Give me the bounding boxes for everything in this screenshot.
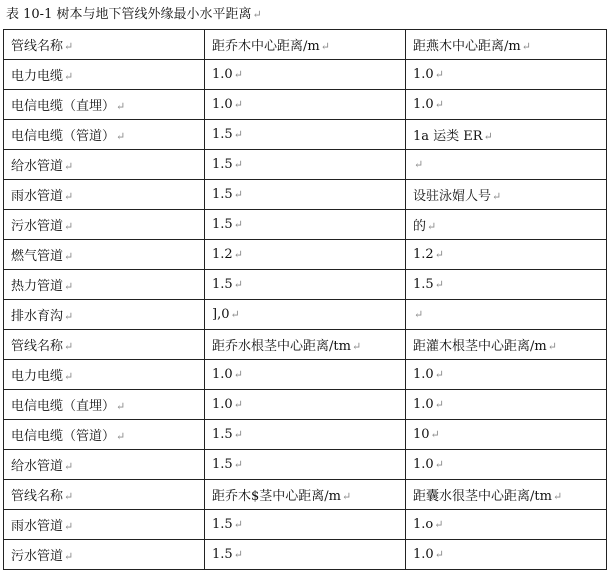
pipeline-name-cell: [4, 90, 205, 120]
paragraph-mark: ↵: [64, 280, 74, 293]
tree-distance-cell: [205, 180, 406, 210]
cell-text: 1.5: [212, 127, 233, 142]
tree-distance-cell: [205, 510, 406, 540]
cell-text: 距燕木中心距离/m: [413, 39, 521, 54]
paragraph-mark: ↵: [233, 398, 243, 411]
paragraph-mark: ↵: [64, 520, 74, 533]
shrub-distance-cell: [406, 180, 607, 210]
cell-text: 1.0: [413, 97, 434, 112]
cell-text: 管线名称: [11, 39, 64, 54]
cell-text: 设驻泳媢人号: [413, 189, 492, 204]
tree-distance-cell: [205, 60, 406, 90]
pipeline-name-cell: [4, 300, 205, 330]
shrub-distance-cell: [406, 330, 607, 360]
paragraph-mark: ↵: [233, 158, 243, 171]
tree-distance-cell: [205, 300, 406, 330]
paragraph-mark: ↵: [233, 248, 243, 261]
table-row: [4, 120, 607, 150]
paragraph-mark: ↵: [116, 130, 126, 143]
paragraph-mark: ↵: [233, 428, 243, 441]
paragraph-mark: ↵: [320, 40, 330, 53]
cell-text: 距囊水很茎中心距离/tm: [413, 489, 552, 504]
paragraph-mark: ↵: [116, 100, 126, 113]
cell-text: 1.0: [413, 547, 434, 562]
pipeline-name-cell: [4, 450, 205, 480]
shrub-distance-cell: [406, 150, 607, 180]
paragraph-mark: ↵: [64, 190, 74, 203]
cell-text: 1.5: [212, 457, 233, 472]
shrub-distance-cell: [406, 90, 607, 120]
pipeline-name-cell: [4, 390, 205, 420]
pipeline-name-cell: [4, 210, 205, 240]
paragraph-mark: ↵: [116, 430, 126, 443]
cell-text: 电信电缆（管道）: [11, 429, 116, 444]
cell-text: 雨水管道: [11, 189, 64, 204]
cell-text: 1.5: [212, 427, 233, 442]
tree-distance-cell: [205, 390, 406, 420]
table-row: [4, 300, 607, 330]
paragraph-mark: ↵: [434, 548, 444, 561]
table-row: [4, 390, 607, 420]
tree-distance-cell: [205, 270, 406, 300]
paragraph-mark: ↵: [230, 308, 240, 321]
cell-text: 排水育沟: [11, 309, 64, 324]
paragraph-mark: ↵: [233, 98, 243, 111]
paragraph-mark: ↵: [233, 278, 243, 291]
table-row: [4, 540, 607, 570]
paragraph-mark: ↵: [434, 248, 444, 261]
paragraph-mark: ↵: [233, 368, 243, 381]
paragraph-mark: ↵: [64, 550, 74, 563]
paragraph-mark: ↵: [434, 458, 444, 471]
tree-distance-cell: [205, 30, 406, 60]
table-row: [4, 210, 607, 240]
cell-text: 电信电缆（直埋）: [11, 99, 116, 114]
shrub-distance-cell: [406, 390, 607, 420]
pipeline-name-cell: [4, 330, 205, 360]
paragraph-mark: ↵: [64, 310, 74, 323]
paragraph-mark: ↵: [430, 428, 440, 441]
cell-text: 管线名称: [11, 339, 64, 354]
paragraph-mark: ↵: [434, 368, 444, 381]
paragraph-mark: ↵: [233, 218, 243, 231]
tree-distance-cell: [205, 480, 406, 510]
cell-text: 1.o: [413, 517, 434, 532]
shrub-distance-cell: [406, 420, 607, 450]
paragraph-mark: ↵: [351, 340, 362, 353]
cell-text: 1a 运类 ER: [413, 129, 483, 144]
tree-distance-cell: [205, 540, 406, 570]
cell-text: 距乔木$茎中心距离/m: [212, 489, 341, 504]
pipeline-name-cell: [4, 420, 205, 450]
table-row: [4, 60, 607, 90]
cell-text: 燃气管道: [11, 249, 64, 264]
cell-text: 给水管道: [11, 159, 64, 174]
cell-text: 1.0: [413, 397, 434, 412]
table-row: [4, 90, 607, 120]
shrub-distance-cell: [406, 120, 607, 150]
cell-text: 1.5: [212, 217, 233, 232]
pipeline-name-cell: [4, 540, 205, 570]
pipeline-name-cell: [4, 480, 205, 510]
paragraph-mark: ↵: [552, 490, 563, 503]
shrub-distance-cell: [406, 60, 607, 90]
cell-text: 污水管道: [11, 549, 64, 564]
paragraph-mark: ↵: [434, 518, 444, 531]
cell-text: 1.5: [212, 157, 233, 172]
shrub-distance-cell: [406, 270, 607, 300]
table-row: [4, 420, 607, 450]
paragraph-mark: ↵: [492, 190, 502, 203]
paragraph-mark: ↵: [341, 490, 352, 503]
cell-text: 距乔水根茎中心距离/tm: [212, 339, 351, 354]
paragraph-mark: ↵: [64, 160, 74, 173]
table-body: [4, 30, 607, 570]
paragraph-mark: ↵: [434, 278, 444, 291]
cell-text: 1.0: [413, 367, 434, 382]
paragraph-mark: ↵: [427, 220, 437, 233]
paragraph-mark: ↵: [547, 340, 557, 353]
shrub-distance-cell: [406, 360, 607, 390]
cell-text: 给水管道: [11, 459, 64, 474]
cell-text: 1.2: [212, 247, 233, 262]
pipeline-name-cell: [4, 270, 205, 300]
cell-text: 电信电缆（管道）: [11, 129, 116, 144]
paragraph-mark: ↵: [414, 158, 424, 171]
cell-text: 1.0: [212, 367, 233, 382]
shrub-distance-cell: [406, 240, 607, 270]
cell-text: 电信电缆（直埋）: [11, 399, 116, 414]
tree-distance-cell: [205, 330, 406, 360]
table-row: [4, 480, 607, 510]
paragraph-mark: ↵: [64, 40, 74, 53]
shrub-distance-cell: [406, 300, 607, 330]
pipeline-name-cell: [4, 510, 205, 540]
tree-distance-cell: [205, 90, 406, 120]
paragraph-mark: ↵: [64, 370, 74, 383]
cell-text: 的: [413, 219, 427, 234]
paragraph-mark: ↵: [521, 40, 531, 53]
tree-distance-cell: [205, 150, 406, 180]
cell-text: 距灌木根茎中心距离/m: [413, 339, 547, 354]
cell-text: 管线名称: [11, 489, 64, 504]
paragraph-mark: ↵: [64, 460, 74, 473]
cell-text: 1.5: [212, 547, 233, 562]
pipeline-name-cell: [4, 60, 205, 90]
pipeline-name-cell: [4, 150, 205, 180]
shrub-distance-cell: [406, 510, 607, 540]
table-row: [4, 270, 607, 300]
pipeline-name-cell: [4, 30, 205, 60]
table-row: [4, 450, 607, 480]
paragraph-mark: ↵: [414, 308, 424, 321]
cell-text: 1.5: [212, 517, 233, 532]
tree-distance-cell: [205, 120, 406, 150]
cell-text: 10: [413, 427, 430, 442]
paragraph-mark: ↵: [233, 458, 243, 471]
cell-text: 1.2: [413, 247, 434, 262]
cell-text: 污水管道: [11, 219, 64, 234]
distance-table: [3, 29, 607, 570]
cell-text: 1.0: [212, 97, 233, 112]
pipeline-name-cell: [4, 180, 205, 210]
pipeline-name-cell: [4, 240, 205, 270]
paragraph-mark: ↵: [64, 220, 74, 233]
cell-text: 电力电缆: [11, 369, 64, 384]
cell-text: 1.0: [212, 397, 233, 412]
cell-text: 1.0: [413, 67, 434, 82]
cell-text: 1.5: [212, 187, 233, 202]
pipeline-name-cell: [4, 120, 205, 150]
tree-distance-cell: [205, 240, 406, 270]
paragraph-mark: ↵: [233, 128, 243, 141]
table-row: [4, 240, 607, 270]
shrub-distance-cell: [406, 480, 607, 510]
table-row: [4, 510, 607, 540]
table-row: [4, 150, 607, 180]
paragraph-mark: ↵: [64, 70, 74, 83]
paragraph-mark: ↵: [233, 68, 243, 81]
shrub-distance-cell: [406, 30, 607, 60]
paragraph-mark: ↵: [64, 340, 74, 353]
caption-text: 表 10-1 树本与地下管线外缘最小水平距离: [6, 7, 252, 22]
table-row: [4, 360, 607, 390]
paragraph-mark: ↵: [64, 490, 74, 503]
cell-text: ],0: [212, 307, 230, 322]
cell-text: 雨水管道: [11, 519, 64, 534]
pipeline-name-cell: [4, 360, 205, 390]
paragraph-mark: ↵: [64, 250, 74, 263]
cell-text: 1.5: [413, 277, 434, 292]
paragraph-mark: ↵: [233, 548, 243, 561]
tree-distance-cell: [205, 420, 406, 450]
paragraph-mark: ↵: [434, 398, 444, 411]
shrub-distance-cell: [406, 450, 607, 480]
paragraph-mark: ↵: [483, 130, 493, 143]
table-row: [4, 330, 607, 360]
paragraph-mark: ↵: [434, 98, 444, 111]
cell-text: 热力管道: [11, 279, 64, 294]
paragraph-mark: ↵: [252, 8, 262, 21]
table-caption: [6, 4, 262, 26]
paragraph-mark: ↵: [116, 400, 126, 413]
cell-text: 1.5: [212, 277, 233, 292]
cell-text: 距乔木中心距离/m: [212, 39, 320, 54]
cell-text: 1.0: [413, 457, 434, 472]
tree-distance-cell: [205, 210, 406, 240]
shrub-distance-cell: [406, 210, 607, 240]
paragraph-mark: ↵: [434, 68, 444, 81]
table-row: [4, 30, 607, 60]
cell-text: 电力电缆: [11, 69, 64, 84]
tree-distance-cell: [205, 450, 406, 480]
shrub-distance-cell: [406, 540, 607, 570]
paragraph-mark: ↵: [233, 518, 243, 531]
cell-text: 1.0: [212, 67, 233, 82]
table-row: [4, 180, 607, 210]
tree-distance-cell: [205, 360, 406, 390]
paragraph-mark: ↵: [233, 188, 243, 201]
